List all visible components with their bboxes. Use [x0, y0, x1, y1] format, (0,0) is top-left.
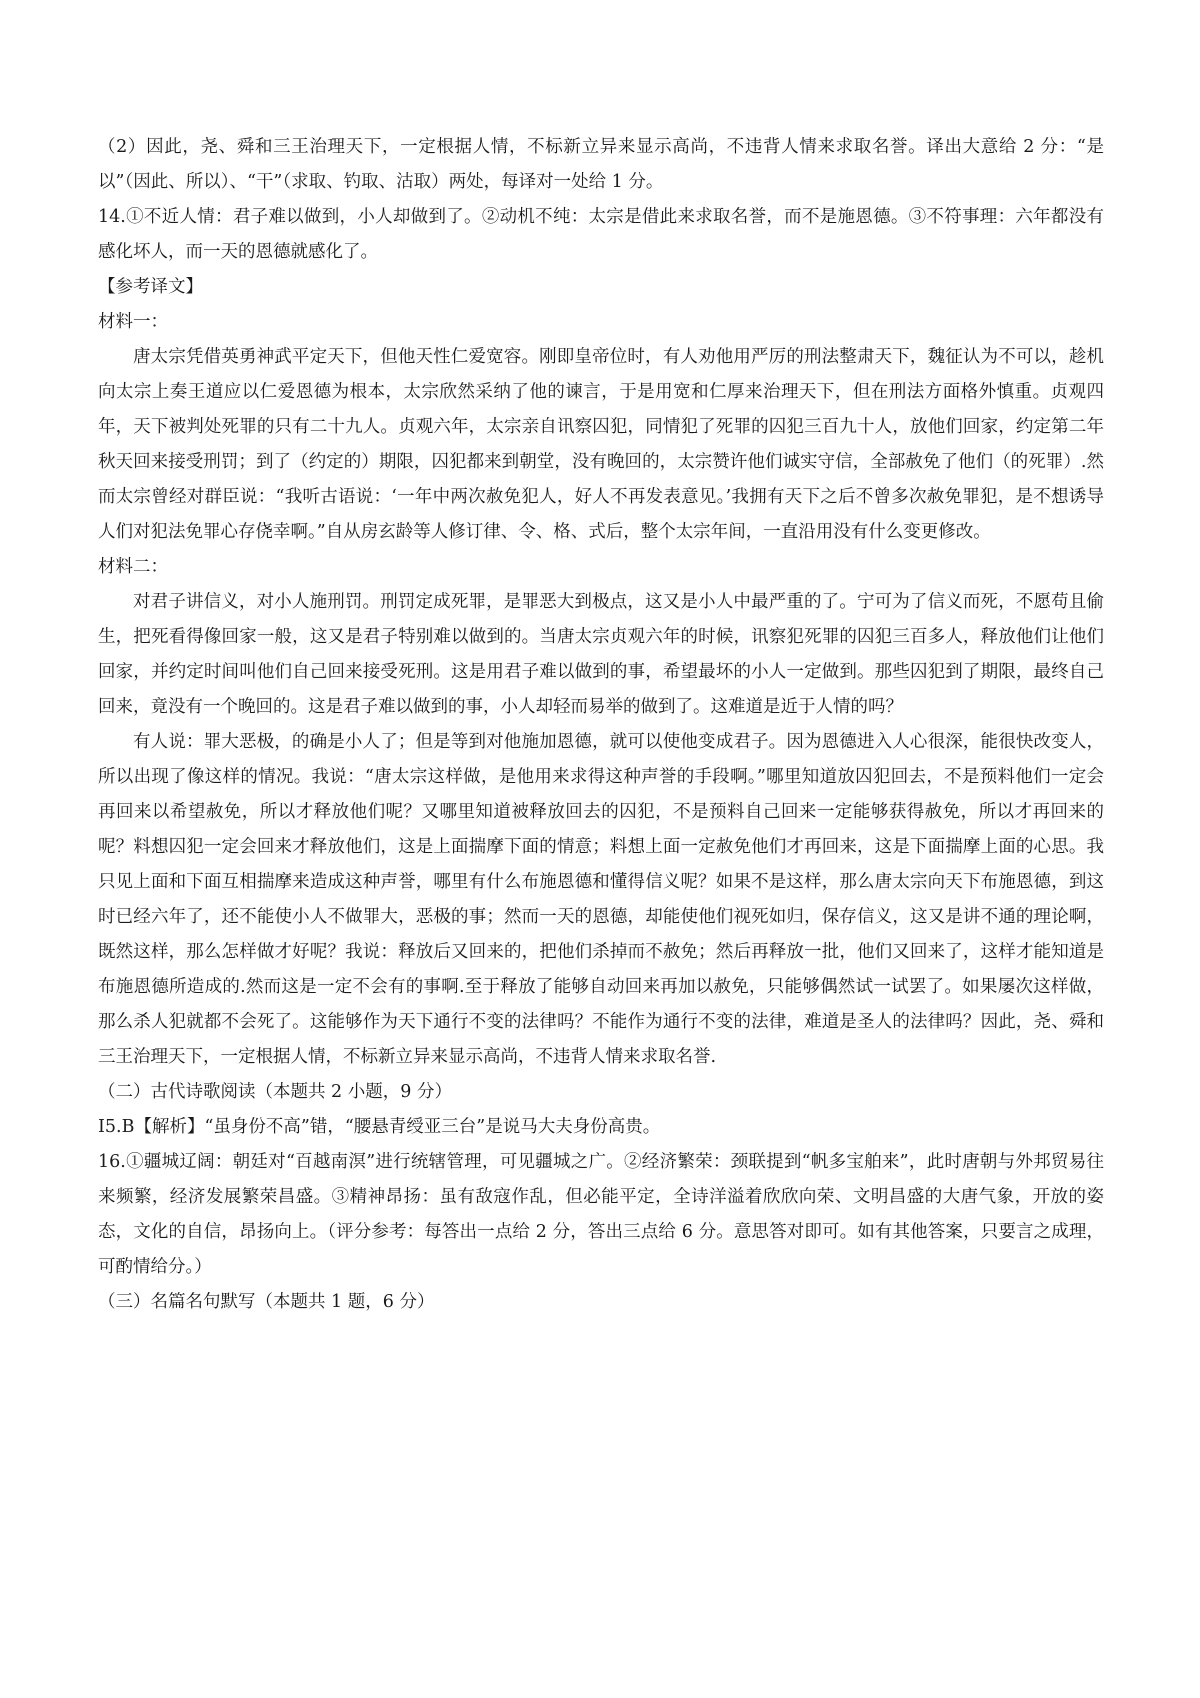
memorization-section-heading: （三）名篇名句默写（本题共 1 题，6 分）	[98, 1292, 435, 1312]
answer-14: 14.①不近人情：君子难以做到，小人却做到了。②动机不纯：太宗是借此来求取名誉，而不是施恩德。③不符事理：六年都没有感化坏人，而一天的恩德就感化了。	[98, 207, 1104, 262]
answer-13-2: （2）因此，尧、舜和三王治理天下，一定根据人情，不标新立异来显示高尚，不违背人情来求取名誉。译出大意给 2 分：“是以”（因此、所以）、“干”（求取、钓取、沽取）两处，每译对一处给 1 分。	[98, 137, 1104, 192]
reference-translation-heading: 【参考译文】	[98, 277, 203, 297]
poetry-section-heading: （二）古代诗歌阅读（本题共 2 小题，9 分）	[98, 1082, 452, 1102]
answer-key-body	[98, 130, 1104, 1320]
answer-16: 16.①疆城辽阔：朝廷对“百越南溟”进行统辖管理，可见疆城之广。②经济繁荣：颈联提到“帆多宝舶来”，此时唐朝与外邦贸易往来频繁，经济发展繁荣昌盛。③精神昂扬：虽有敌寇作乱，但必能平定，全诗洋溢着欣欣向荣、文明昌盛的大唐气象，开放的姿态，文化的自信，昂扬向上。（评分参考：每答出一点给 2 分，答出三点给 6 分。意思答对即可。如有其他答案，只要言之成理，可酌情给分。）	[98, 1152, 1104, 1277]
material-1-label: 材料一：	[98, 312, 168, 332]
material-2-label: 材料二：	[98, 557, 168, 577]
material-1-text: 唐太宗凭借英勇神武平定天下，但他天性仁爱宽容。刚即皇帝位时，有人劝他用严厉的刑法整肃天下，魏征认为不可以，趁机向太宗上奏王道应以仁爱恩德为根本，太宗欣然采纳了他的谏言，于是用宽和仁厚来治理天下，但在刑法方面格外慎重。贞观四年，天下被判处死罪的只有二十九人。贞观六年，太宗亲自讯察囚犯，同情犯了死罪的囚犯三百九十人，放他们回家，约定第二年秋天回来接受刑罚；到了（约定的）期限，囚犯都来到朝堂，没有晚回的，太宗赞许他们诚实守信，全部赦免了他们（的死罪）.然而太宗曾经对群臣说：“我听古语说：‘一年中两次赦免犯人，好人不再发表意见。’我拥有天下之后不曾多次赦免罪犯，是不想诱导人们对犯法免罪心存侥幸啊。”自从房玄龄等人修订律、令、格、式后，整个太宗年间，一直沿用没有什么变更修改。	[98, 347, 1104, 542]
material-2-paragraph-2: 有人说：罪大恶极，的确是小人了；但是等到对他施加恩德，就可以使他变成君子。因为恩德进入人心很深，能很快改变人，所以出现了像这样的情况。我说：“唐太宗这样做，是他用来求得这种声誉的手段啊。”哪里知道放囚犯回去，不是预料他们一定会再回来以希望赦免，所以才释放他们呢？又哪里知道被释放回去的囚犯，不是预料自己回来一定能够获得赦免，所以才再回来的呢？料想囚犯一定会回来才释放他们，这是上面揣摩下面的情意；料想上面一定赦免他们才再回来，这是下面揣摩上面的心思。我只见上面和下面互相揣摩来造成这种声誉，哪里有什么布施恩德和懂得信义呢？如果不是这样，那么唐太宗向天下布施恩德，到这时已经六年了，还不能使小人不做罪大，恶极的事；然而一天的恩德，却能使他们视死如归，保存信义，这又是讲不通的理论啊，既然这样，那么怎样做才好呢？我说：释放后又回来的，把他们杀掉而不赦免；然后再释放一批，他们又回来了，这样才能知道是布施恩德所造成的.然而这是一定不会有的事啊.至于释放了能够自动回来再加以赦免，只能够偶然试一试罢了。如果屡次这样做，那么杀人犯就都不会死了。这能够作为天下通行不变的法律吗？不能作为通行不变的法律，难道是圣人的法律吗？因此，尧、舜和三王治理天下，一定根据人情，不标新立异来显示高尚，不违背人情来求取名誉.	[98, 732, 1104, 1067]
material-2-paragraph-1: 对君子讲信义，对小人施刑罚。刑罚定成死罪，是罪恶大到极点，这又是小人中最严重的了。宁可为了信义而死，不愿苟且偷生，把死看得像回家一般，这又是君子特别难以做到的。当唐太宗贞观六年的时候，讯察犯死罪的囚犯三百多人，释放他们让他们回家，并约定时间叫他们自己回来接受死刑。这是用君子难以做到的事，希望最坏的小人一定做到。那些囚犯到了期限，最终自己回来，竟没有一个晚回的。这是君子难以做到的事，小人却轻而易举的做到了。这难道是近于人情的吗？	[98, 592, 1104, 717]
answer-15: I5.B【解析】“虽身份不高”错，“腰悬青绶亚三台”是说马大夫身份高贵。	[98, 1117, 661, 1137]
